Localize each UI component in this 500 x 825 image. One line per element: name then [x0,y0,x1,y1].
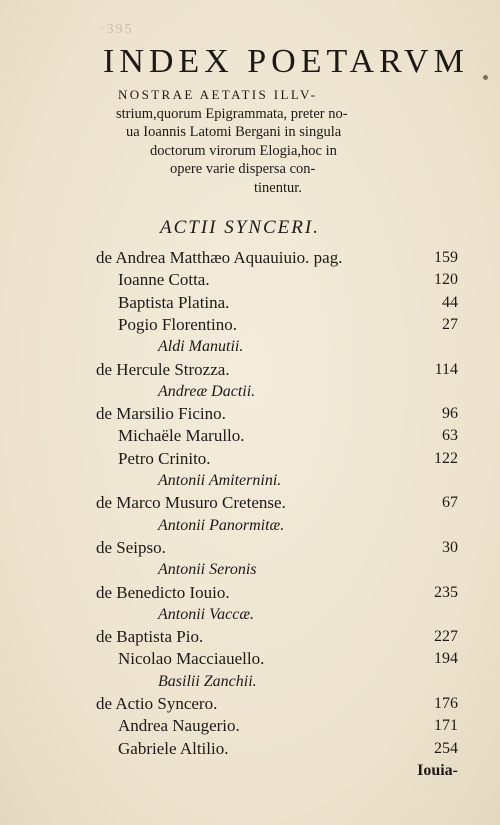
index-entry [0,268,500,291]
entry-label: de Baptista Pio. [96,627,204,647]
author-subheading [0,380,500,403]
index-entry [0,737,500,760]
entry-label: Andrea Naugerio. [118,716,240,736]
author-subheading [0,514,500,537]
entry-label: de Marsilio Ficino. [96,404,226,424]
subtitle-line: doctorum virorum Elogia,hoc in [150,142,337,159]
index-entry [0,581,500,604]
entry-label: de Seipso. [96,537,166,557]
index-entry [0,714,500,737]
page-number: 96 [442,405,458,423]
page-number: 120 [434,271,458,289]
author-name: Antonii Panormitæ. [158,516,285,534]
page-number: 44 [442,293,458,311]
index-entry [0,358,500,381]
entry-label: Gabriele Altilio. [118,738,229,758]
index-entry [0,647,500,670]
page-number: 114 [434,360,458,378]
page-number: 159 [434,249,458,266]
page-number: 63 [442,427,458,445]
index-entry [0,402,500,425]
index-entry [0,692,500,715]
entry-label: de Hercule Strozza. [96,359,230,379]
page-number: 30 [442,538,458,556]
page-number: 171 [434,717,458,735]
entry-label: Pogio Florentino. [118,314,238,334]
author-name: Aldi Manutii. [158,338,244,356]
page-number: 227 [434,628,458,646]
entry-label: Baptista Platina. [118,292,230,312]
author-name: Antonii Seronis [158,561,257,579]
entry-label: Ioanne Cotta. [118,270,210,290]
ink-spot [483,75,488,80]
section-heading: ACTII SYNCERI. [160,217,320,238]
author-subheading [0,469,500,492]
author-subheading [0,558,500,581]
author-name: Antonii Amiternini. [158,472,282,489]
bleed-through-mark: ·395 [100,22,134,37]
author-subheading [0,603,500,626]
page-number: 235 [434,583,458,601]
subtitle-line: tinentur. [254,179,302,196]
author-subheading [0,670,500,693]
page-number: 176 [434,695,458,712]
subtitle-line: opere varie dispersa con- [170,161,316,177]
subtitle-line: NOSTRAE AETATIS ILLV- [118,87,318,102]
page-number: 67 [442,494,458,512]
subtitle-line: strium,quorum Epigrammata, preter no- [116,105,348,122]
author-name: Basilii Zanchii. [158,672,257,690]
catchword: Iouia- [417,762,458,779]
page-number: 254 [434,739,458,757]
author-name: Andreæ Dactii. [158,382,256,400]
index-entry [0,491,500,514]
entry-label: Petro Crinito. [118,448,211,468]
entry-label: de Andrea Matthæo Aquauiuio. pag. [96,248,343,267]
author-name: Antonii Vaccæ. [158,605,254,623]
entry-label: Nicolao Macciauello. [118,649,265,669]
index-entry [0,536,500,559]
index-entry [0,291,500,314]
index-entry [0,424,500,447]
entry-label: de Marco Musuro Cretense. [96,493,286,513]
page-number: 27 [442,315,458,333]
author-subheading [0,335,500,358]
page-number: 122 [434,449,458,467]
index-entry [0,313,500,336]
entry-label: de Benedicto Iouio. [96,582,230,602]
entry-label: de Actio Syncero. [96,694,218,713]
entry-label: Michaële Marullo. [118,426,245,446]
subtitle-block [108,86,468,197]
page-title: INDEX POETARVM [103,43,469,80]
subtitle-line: ua Ioannis Latomi Bergani in singula [126,124,342,140]
index-entry [0,246,500,269]
index-entry [0,625,500,648]
page-number: 194 [434,650,458,668]
index-entry [0,447,500,470]
